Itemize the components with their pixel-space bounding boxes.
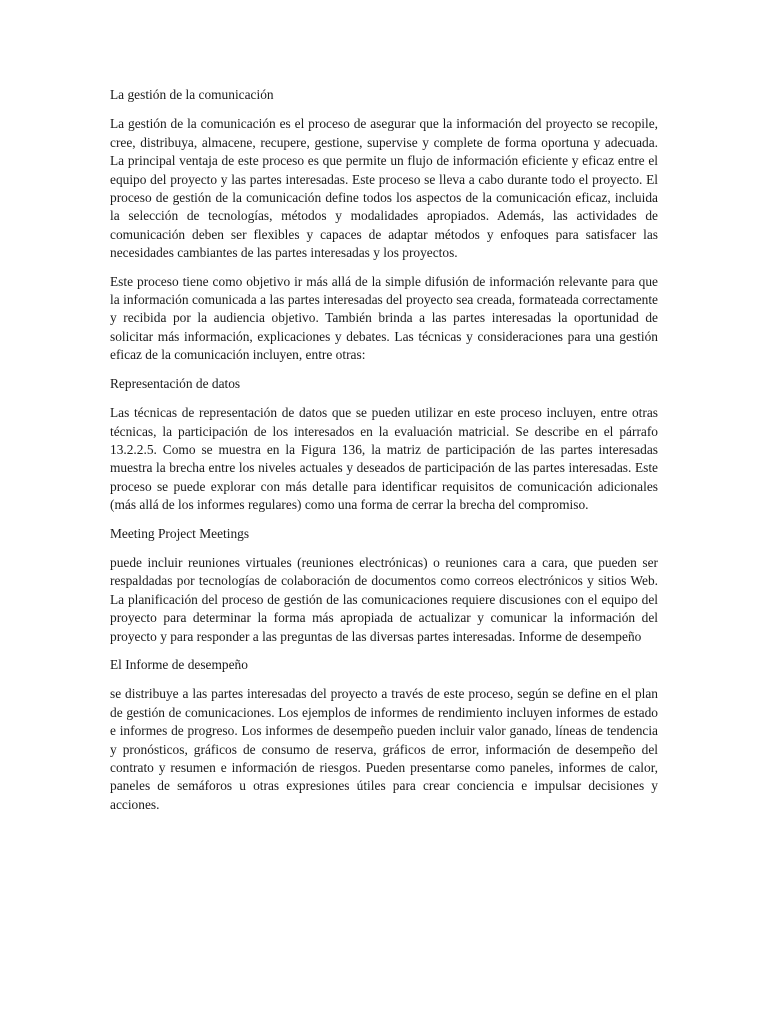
paragraph: Las técnicas de representación de datos que se pueden utilizar en este proceso incluyen, entre otras técnicas, la participación de los interesados en la evaluación matricial. Se describe en el párrafo 13.2.2.5. Como se muestra en la Figura 136, la matriz de participación de las partes interesadas muestra la brecha entre los niveles actuales y deseados de participación de las partes interesadas. Este proceso se puede explorar con más detalle para identificar requisitos de comunicación adicionales (más allá de los informes regulares) como una forma de cerrar la brecha del compromiso.	[110, 405, 658, 513]
section-representacion-datos	[110, 375, 658, 515]
section-gestion-comunicacion	[110, 86, 658, 365]
document-page	[110, 86, 658, 824]
section-heading: Representación de datos	[110, 375, 241, 391]
section-meeting-project-meetings	[110, 525, 658, 646]
section-heading: El Informe de desempeño	[110, 656, 248, 672]
paragraph: Este proceso tiene como objetivo ir más allá de la simple difusión de información relevante para que la información comunicada a las partes interesadas del proyecto sea creada, formateada correctamente y recibida por la audiencia objetivo. También brinda a las partes interesadas la oportunidad de solicitar más información, explicaciones y debates. Las técnicas y consideraciones para una gestión eficaz de la comunicación incluyen, entre otras:	[110, 273, 658, 363]
section-heading: La gestión de la comunicación	[110, 87, 274, 102]
section-informe-desempeno	[110, 656, 658, 814]
section-heading: Meeting Project Meetings	[110, 525, 250, 541]
paragraph: La gestión de la comunicación es el proceso de asegurar que la información del proyecto se recopile, cree, distribuya, almacene, recupere, gestione, supervise y complete de forma oportuna y adecuada. La principal ventaja de este proceso es que permite un flujo de información eficiente y eficaz entre el equipo del proyecto y las partes interesadas. Este proceso se lleva a cabo durante todo el proyecto. El proceso de gestión de la comunicación define todos los aspectos de la comunicación eficaz, incluida la selección de tecnologías, métodos y modalidades apropiados. Además, las actividades de comunicación deben ser flexibles y capaces de adaptar métodos y enfoques para satisfacer las necesidades cambiantes de las partes interesadas y los proyectos.	[110, 116, 658, 261]
paragraph: puede incluir reuniones virtuales (reuniones electrónicas) o reuniones cara a cara, que pueden ser respaldadas por tecnologías de colaboración de documentos como correos electrónicos y sitios Web. La planificación del proceso de gestión de las comunicaciones requiere discusiones con el equipo del proyecto para determinar la forma más apropiada de actualizar y comunicar la información del proyecto y para responder a las preguntas de las diversas partes interesadas. Informe de desempeño	[110, 554, 658, 644]
paragraph: se distribuye a las partes interesadas del proyecto a través de este proceso, según se define en el plan de gestión de comunicaciones. Los ejemplos de informes de rendimiento incluyen informes de estado e informes de progreso. Los informes de desempeño pueden incluir valor ganado, líneas de tendencia y pronósticos, gráficos de consumo de reserva, gráficos de error, información de desempeño del contrato y resumen e información de riesgos. Pueden presentarse como paneles, informes de calor, paneles de semáforos u otras expresiones útiles para crear conciencia e impulsar decisiones y acciones.	[110, 686, 658, 812]
